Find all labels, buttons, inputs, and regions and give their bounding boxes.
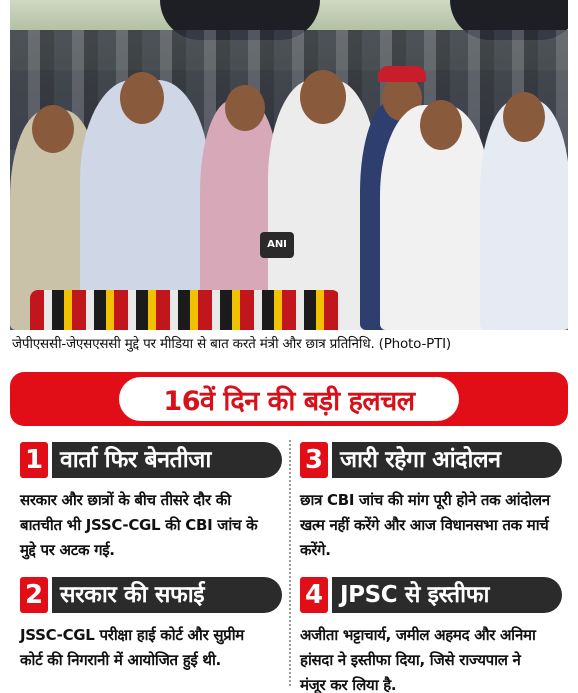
point-body: अजीता भट्टाचार्य, जमील अहमद और अनिमा हांसदा ने इस्तीफा दिया, जिसे राज्यपाल ने मंजूर कर लिया है. bbox=[300, 626, 536, 693]
point-3 bbox=[300, 440, 562, 563]
photo-caption: जेपीएससी-जेएसएससी मुद्दे पर मीडिया से बात करते मंत्री और छात्र प्रतिनिधि. (Photo-PTI) bbox=[12, 336, 451, 352]
point-4 bbox=[300, 575, 562, 693]
point-header bbox=[20, 440, 282, 480]
person-head bbox=[503, 92, 545, 142]
point-number: 3 bbox=[300, 442, 328, 478]
point-number: 2 bbox=[20, 577, 48, 613]
ani-mic-tag: ANI bbox=[260, 232, 294, 258]
point-title: जारी रहेगा आंदोलन bbox=[332, 442, 562, 478]
point-header bbox=[300, 575, 562, 615]
person-head bbox=[300, 70, 346, 124]
point-2 bbox=[20, 575, 282, 673]
microphone-cluster bbox=[30, 290, 340, 330]
press-conference-photo bbox=[10, 0, 568, 330]
headline-banner bbox=[10, 372, 568, 426]
point-title: वार्ता फिर बेनतीजा bbox=[52, 442, 282, 478]
person-head bbox=[420, 100, 462, 150]
point-title: JPSC से इस्तीफा bbox=[332, 577, 562, 613]
point-header bbox=[20, 575, 282, 615]
headline-text: 16वें दिन की बड़ी हलचल bbox=[119, 377, 459, 421]
red-cap bbox=[378, 66, 426, 82]
person-head bbox=[32, 105, 74, 153]
point-title: सरकार की सफाई bbox=[52, 577, 282, 613]
person-head bbox=[225, 85, 265, 131]
point-header bbox=[300, 440, 562, 480]
point-1 bbox=[20, 440, 282, 563]
point-number: 4 bbox=[300, 577, 328, 613]
column-divider bbox=[289, 440, 291, 686]
point-body: छात्र CBI जांच की मांग पूरी होने तक आंदोलन खत्म नहीं करेंगे और आज विधानसभा तक मार्च करेंगे. bbox=[300, 491, 550, 559]
point-body: सरकार और छात्रों के बीच तीसरे दौर की बातचीत भी JSSC-CGL की CBI जांच के मुद्दे पर अटक गई. bbox=[20, 491, 258, 559]
point-body: JSSC-CGL परीक्षा हाई कोर्ट और सुप्रीम कोर्ट की निगरानी में आयोजित हुई थी. bbox=[20, 626, 244, 669]
person-head bbox=[120, 72, 164, 124]
point-number: 1 bbox=[20, 442, 48, 478]
